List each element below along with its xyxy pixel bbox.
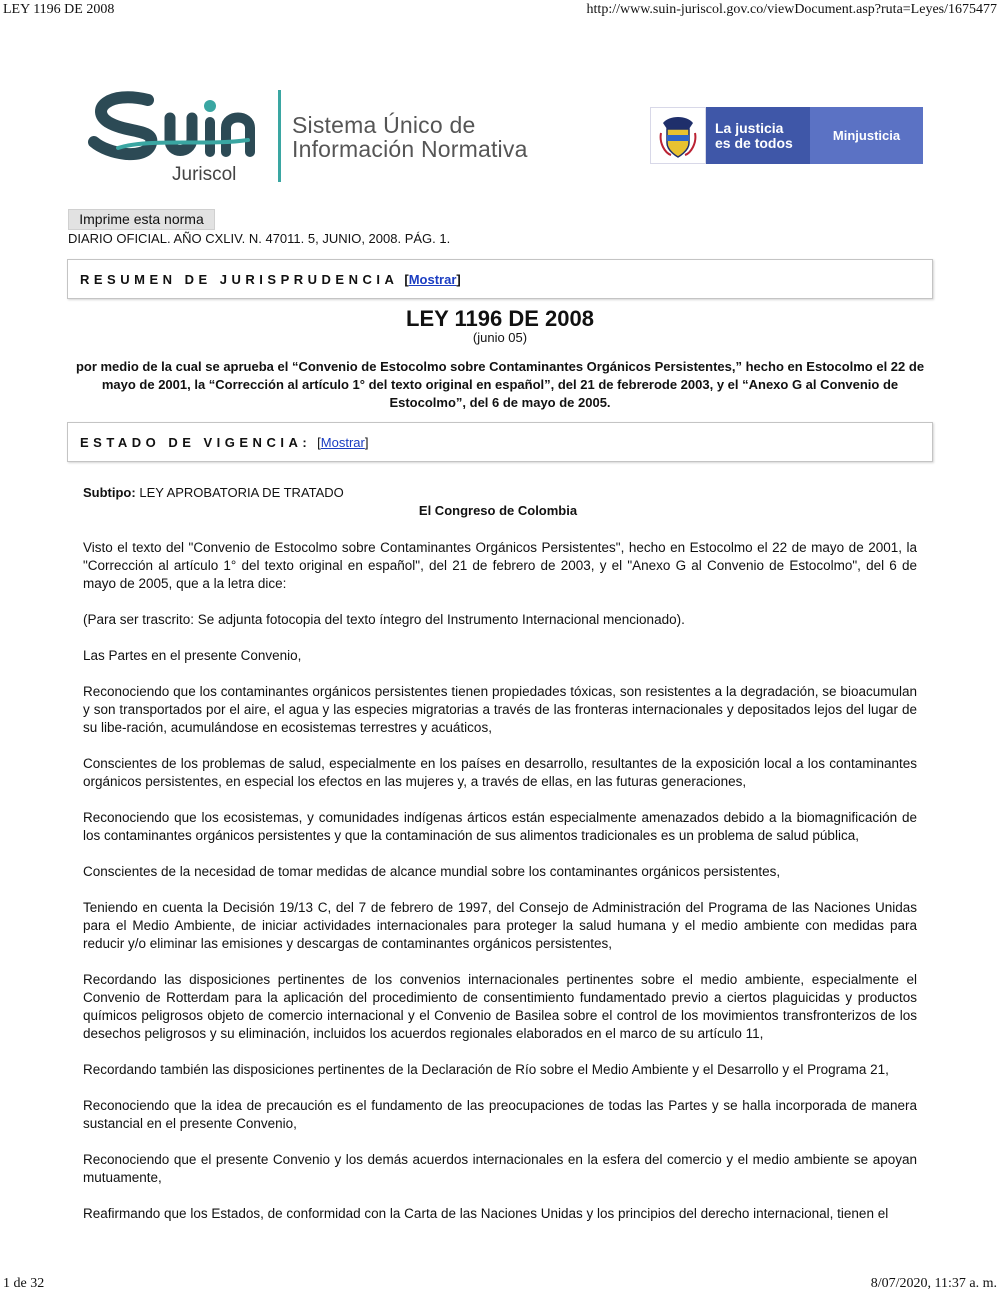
resumen-bracket-close: ] (456, 271, 461, 287)
suin-juriscol-logo (88, 88, 258, 186)
paragraph: Reafirmando que los Estados, de conformidad con la Carta de las Naciones Unidas y los principios del derecho internacional, tienen el (83, 1206, 889, 1221)
print-footer-page: 1 de 32 (3, 1276, 45, 1291)
slogan-line1: La justicia (715, 119, 784, 136)
estado-bracket-close: ] (364, 434, 369, 450)
paragraph: Reconociendo que los ecosistemas, y comunidades indígenas árticos están especialmente amenazados debido a la biomagnificación de los contaminantes orgánicos persistentes y que la contaminación de sus alimentos tradicionales es un problema de salud pública, (83, 810, 917, 843)
subtipo-label: Subtipo: (83, 485, 136, 500)
print-footer-date: 8/07/2020, 11:37 a. m. (870, 1276, 997, 1291)
paragraph: Recordando las disposiciones pertinentes de los convenios internacionales pertinentes sobre el medio ambiente, especialmente el Convenio de Rotterdam para la aplicación del procedimiento de consentimiento fundamentado previo a ciertos plaguicidas y productos químicos peligrosos objeto de comercio internacional y el Convenio de Basilea sobre el control de los movimientos transfronterizos de los desechos peligrosos y su eliminación, incluidos los acuerdos regionales elaborados en el marco de su artículo 11, (83, 972, 917, 1041)
paragraph: Reconociendo que el presente Convenio y los demás acuerdos internacionales en la esfera del comercio y el medio ambiente se apoyan mutuamente, (83, 1152, 917, 1185)
congreso-heading: El Congreso de Colombia (418, 503, 578, 518)
paragraph: Visto el texto del "Convenio de Estocolmo sobre Contaminantes Orgánicos Persistentes", hecho en Estocolmo el 22 de mayo de 2001, la "Corrección al artículo 1° del texto original en español", del 21 de febrero de 2003, y el "Anexo G al Convenio de Estocolmo", del 6 de mayo de 2005, que a la letra dice: (83, 540, 917, 591)
resumen-jurisprudencia-box (67, 259, 933, 299)
law-date: (junio 05) (472, 330, 528, 345)
diario-oficial-reference: DIARIO OFICIAL. AÑO CXLIV. N. 47011. 5, JUNIO, 2008. PÁG. 1. (68, 231, 451, 246)
estado-show-link[interactable]: Mostrar (320, 434, 365, 450)
resumen-show-link[interactable]: Mostrar (408, 271, 457, 287)
paragraph: Recordando también las disposiciones pertinentes de la Declaración de Río sobre el Medio Ambiente y el Desarrollo y el Programa 21, (83, 1062, 889, 1077)
print-header-title: LEY 1196 DE 2008 (3, 2, 115, 17)
law-description: por medio de la cual se aprueba el “Convenio de Estocolmo sobre Contaminantes Orgánicos Persistentes,” hecho en Estocolmo el 22 de mayo de 2001, la “Corrección al artículo 1° del texto original en español”, del 21 de febrerode 2003, y el “Anexo G al Convenio de Estocolmo”, del 6 de mayo de 2005. (75, 359, 925, 410)
minjusticia-brand: Minjusticia (810, 107, 923, 164)
resumen-bracket-open: [ (404, 271, 409, 287)
paragraph: (Para ser trascrito: Se adjunta fotocopia del texto íntegro del Instrumento Internacional mencionado). (83, 612, 685, 627)
slogan-line2: es de todos (715, 134, 793, 151)
subtipo (83, 485, 344, 500)
law-body (83, 539, 917, 1241)
paragraph: Reconociendo que la idea de precaución es el fundamento de las preocupaciones de todas las Partes y se halla incorporada de manera sustancial en el presente Convenio, (83, 1098, 917, 1131)
paragraph: Las Partes en el presente Convenio, (83, 648, 302, 663)
minjusticia-slogan (706, 107, 810, 164)
print-header-url: http://www.suin-juriscol.gov.co/viewDocument.asp?ruta=Leyes/1675477 (586, 2, 997, 17)
estado-label: ESTADO DE VIGENCIA: (80, 434, 312, 450)
logo-tagline-line2: Información Normativa (292, 136, 528, 162)
resumen-label: RESUMEN DE JURISPRUDENCIA (80, 271, 399, 287)
subtipo-value: LEY APROBATORIA DE TRATADO (139, 485, 344, 500)
logo-tagline-line1: Sistema Único de (292, 112, 476, 138)
paragraph: Conscientes de la necesidad de tomar medidas de alcance mundial sobre los contaminantes orgánicos persistentes, (83, 864, 781, 879)
coat-of-arms-icon (650, 107, 706, 164)
print-norm-button[interactable]: Imprime esta norma (68, 209, 215, 230)
estado-vigencia-box (67, 422, 933, 462)
paragraph: Teniendo en cuenta la Decisión 19/13 C, del 7 de febrero de 1997, del Consejo de Administración del Programa de las Naciones Unidas para el Medio Ambiente, de iniciar actividades internacionales para proteger la salud humana y el medio ambiente con medidas para reducir y/o eliminar las emisiones y descargas de contaminantes orgánicos persistentes, (83, 900, 917, 951)
juriscol-text: Juriscol (172, 164, 237, 185)
logo-tagline (292, 113, 528, 161)
estado-bracket-open: [ (317, 434, 321, 450)
paragraph: Conscientes de los problemas de salud, especialmente en los países en desarrollo, resultantes de la exposición local a los contaminantes orgánicos persistentes, en especial los efectos en las mujeres y, a través de ellas, en las futuras generaciones, (83, 756, 917, 789)
logo-divider (278, 90, 281, 182)
minjusticia-banner (650, 107, 923, 164)
law-title: LEY 1196 DE 2008 (406, 306, 594, 331)
paragraph: Reconociendo que los contaminantes orgánicos persistentes tienen propiedades tóxicas, son resistentes a la degradación, se bioacumulan y son transportados por el aire, el agua y las especies migratorias a través de las fronteras internacionales y depositados lejos del lugar de su libe-ración, acumulándose en ecosistemas terrestres y acuáticos, (83, 684, 917, 735)
